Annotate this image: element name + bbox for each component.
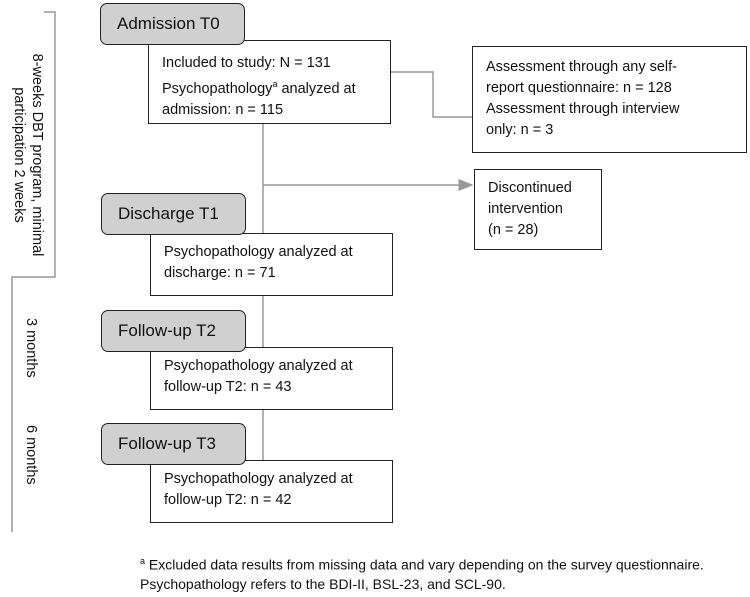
text: analyzed at — [277, 80, 356, 97]
footnote-marker: a — [140, 556, 146, 566]
footnote-line: Psychopathology refers to the BDI-II, BSL-23, and SCL-90. — [140, 575, 506, 592]
box-line: intervention — [488, 201, 563, 217]
footnote-line — [140, 552, 704, 575]
stage-header-admission: Admission T0 — [100, 3, 245, 45]
phase-label-6-months: 6 months — [23, 425, 39, 485]
stage-header-discharge: Discharge T1 — [101, 193, 246, 235]
phase-label-line: 8-weeks DBT program, minimal — [29, 53, 45, 257]
box-line: Psychopathology analyzed at — [164, 244, 353, 260]
stage-box-follow-up-t2 — [150, 347, 393, 410]
stage-header-follow-up-t2: Follow-up T2 — [101, 310, 246, 352]
box-line: discharge: n = 71 — [164, 265, 276, 281]
box-line: Discontinued — [488, 180, 572, 196]
text: Psychopathology — [162, 80, 273, 97]
footnote — [140, 552, 704, 594]
footnote-marker: a — [272, 79, 278, 89]
box-line: (n = 28) — [488, 222, 539, 238]
box-line: Included to study: N = 131 — [162, 55, 331, 71]
box-line: Psychopathology analyzed at — [164, 471, 353, 487]
stage-box-admission — [148, 40, 391, 124]
box-line: Assessment through any self- — [486, 59, 678, 75]
stage-box-discharge — [150, 233, 393, 296]
phase-label-dbt — [10, 30, 46, 280]
assessment-box — [472, 46, 747, 153]
phase-label-3-months: 3 months — [23, 318, 39, 378]
box-line: follow-up T2: n = 42 — [164, 492, 292, 508]
phase-label-line: participation 2 weeks — [11, 87, 27, 223]
box-line: only: n = 3 — [486, 122, 554, 138]
box-line: admission: n = 115 — [162, 101, 284, 118]
box-line: Assessment through interview — [486, 101, 680, 117]
assessment-connector — [391, 72, 473, 117]
box-line: follow-up T2: n = 43 — [164, 379, 292, 395]
box-line: Psychopathology analyzed at — [164, 358, 353, 374]
stage-header-follow-up-t3: Follow-up T3 — [101, 423, 246, 465]
box-line: report questionnaire: n = 128 — [486, 80, 672, 96]
stage-box-follow-up-t3 — [150, 460, 393, 523]
footnote-text: Excluded data results from missing data and vary depending on the survey questionnaire. — [145, 556, 704, 573]
discontinued-box — [474, 169, 602, 250]
box-line — [162, 74, 382, 100]
